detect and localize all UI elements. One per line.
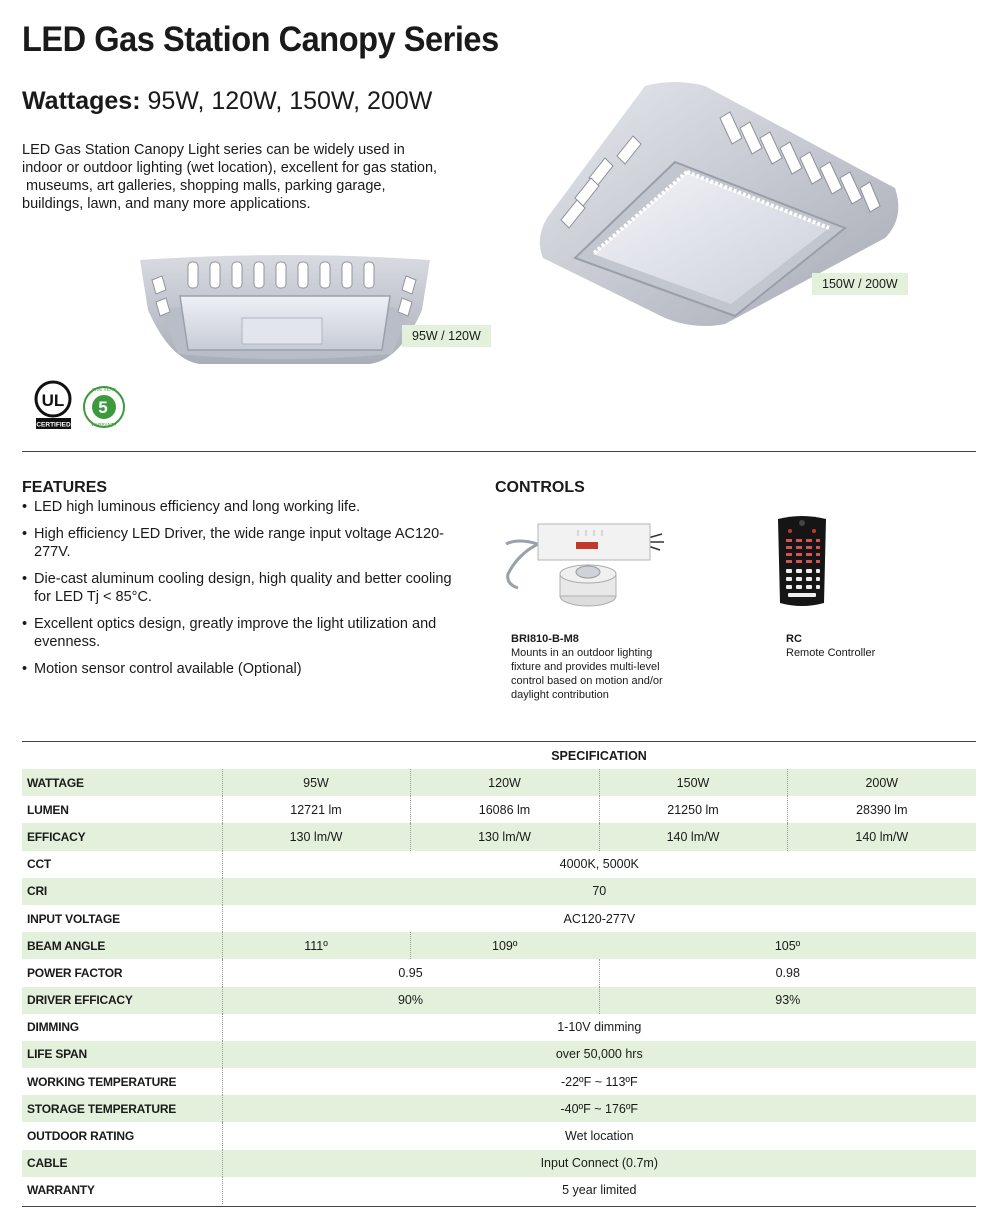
control-desc-line: Mounts in an outdoor lighting (511, 647, 653, 659)
spec-cell: 93% (599, 987, 976, 1014)
spec-heading: SPECIFICATION (551, 749, 647, 763)
five-year-warranty-logo (84, 387, 124, 427)
spec-row-efficacy (22, 823, 976, 850)
spec-cell: over 50,000 hrs (222, 1041, 976, 1068)
spec-cell: 130 lm/W (410, 823, 599, 850)
spec-cell: 140 lm/W (599, 823, 787, 850)
intro-line: museums, art galleries, shopping malls, parking garage, (22, 178, 386, 194)
intro-paragraph (22, 141, 492, 213)
spec-label: DRIVER EFFICACY (22, 987, 222, 1014)
spec-label: POWER FACTOR (22, 959, 222, 986)
spec-cell: 0.98 (775, 965, 800, 980)
remote-controller-image (774, 513, 830, 609)
svg-text:WARRANTY: WARRANTY (91, 422, 117, 427)
section-divider (22, 451, 976, 452)
tag-small-fixture: 95W / 120W (402, 325, 491, 347)
spec-label: WARRANTY (22, 1177, 222, 1204)
spec-cell: 140 lm/W (787, 823, 976, 850)
spec-cell: -40ºF ~ 176ºF (222, 1095, 976, 1122)
spec-cell: 21250 lm (599, 796, 787, 823)
spec-label: LUMEN (22, 796, 222, 823)
spec-row-cri (22, 878, 976, 905)
spec-row-beam-angle (22, 932, 976, 959)
spec-label: CABLE (22, 1150, 222, 1177)
spec-bottom-rule (22, 1206, 976, 1207)
spec-cell: 105º (599, 932, 976, 959)
spec-label: EFFICACY (22, 823, 222, 850)
certification-badges (32, 377, 127, 433)
svg-text:FIVE YEAR: FIVE YEAR (92, 387, 116, 392)
wattages-line (22, 87, 432, 116)
spec-row-cct (22, 851, 976, 878)
spec-row-driver-efficacy (22, 987, 976, 1014)
spec-label: DIMMING (22, 1014, 222, 1041)
feature-item: • Die-cast aluminum cooling design, high quality and better cooling for LED Tj < 85°C. (22, 570, 462, 606)
intro-line: LED Gas Station Canopy Light series can be widely used in (22, 142, 405, 158)
spec-row-dimming (22, 1014, 976, 1041)
control-desc-line: daylight contribution (511, 689, 609, 701)
control-desc-line: fixture and provides multi-level (511, 661, 660, 673)
spec-row-storage-temperature (22, 1095, 976, 1122)
spec-cell: 5 year limited (562, 1183, 637, 1198)
tag-large-fixture: 150W / 200W (812, 273, 908, 295)
specification-table (22, 743, 976, 1204)
spec-cell: 12721 lm (222, 796, 410, 823)
spec-cell: 111º (222, 932, 410, 959)
spec-cell: 16086 lm (410, 796, 599, 823)
motion-sensor-image (498, 514, 668, 614)
control-desc-line: control based on motion and/or (511, 675, 663, 687)
control-description (511, 646, 663, 702)
intro-line: indoor or outdoor lighting (wet location), excellent for gas station, (22, 160, 438, 176)
svg-text:5: 5 (98, 398, 108, 417)
spec-label: INPUT VOLTAGE (22, 905, 222, 932)
control-name: BRI810-B-M8 (511, 633, 579, 645)
svg-text:UL: UL (41, 391, 65, 410)
feature-item: • Excellent optics design, greatly improve the light utilization and evenness. (22, 615, 462, 651)
spec-cell: 150W (599, 769, 787, 796)
ul-certified-logo (36, 382, 71, 429)
spec-label: CCT (22, 851, 222, 878)
spec-cell: -22ºF ~ 113ºF (560, 1074, 638, 1089)
spec-cell: 70 (222, 878, 976, 905)
spec-cell: AC120-277V (563, 911, 636, 926)
spec-cell: 28390 lm (856, 802, 908, 817)
control-description (786, 646, 875, 660)
spec-row-lumen (22, 796, 976, 823)
spec-row-power-factor (22, 959, 976, 986)
page-title: LED Gas Station Canopy Series (22, 20, 499, 59)
spec-label: BEAM ANGLE (22, 932, 222, 959)
spec-cell: 95W (222, 769, 410, 796)
spec-label: OUTDOOR RATING (22, 1122, 222, 1149)
feature-item: • LED high luminous efficiency and long working life. (22, 498, 462, 516)
spec-row-cable (22, 1150, 976, 1177)
features-list (22, 498, 462, 687)
spec-cell: 200W (787, 769, 976, 796)
fixture-small-image (130, 250, 440, 368)
spec-row-working-temperature (22, 1068, 976, 1095)
spec-label: STORAGE TEMPERATURE (22, 1095, 222, 1122)
spec-top-rule (22, 741, 976, 742)
intro-line: buildings, lawn, and many more applications. (22, 196, 311, 212)
spec-cell: 90% (222, 987, 599, 1014)
wattages-label: Wattages: (22, 87, 141, 115)
spec-row-wattage (22, 769, 976, 796)
spec-cell: 120W (410, 769, 599, 796)
spec-row-warranty (22, 1177, 976, 1204)
spec-cell: 1-10V dimming (557, 1020, 642, 1035)
control-desc-line: Remote Controller (786, 647, 876, 659)
features-heading: FEATURES (22, 479, 108, 496)
spec-row-life-span (22, 1041, 976, 1068)
feature-item: • Motion sensor control available (Optional) (22, 660, 462, 678)
spec-label: CRI (22, 878, 222, 905)
spec-label: LIFE SPAN (22, 1041, 222, 1068)
spec-row-input-voltage (22, 905, 976, 932)
spec-row-outdoor-rating (22, 1122, 976, 1149)
wattages-value: 95W, 120W, 150W, 200W (147, 87, 433, 115)
spec-label: WORKING TEMPERATURE (22, 1068, 222, 1095)
spec-label: WATTAGE (22, 769, 222, 796)
feature-item: • High efficiency LED Driver, the wide range input voltage AC120-277V. (22, 525, 462, 561)
spec-cell: 0.95 (222, 959, 599, 986)
spec-cell: Wet location (565, 1129, 634, 1144)
control-name: RC (786, 633, 802, 645)
spec-cell: Input Connect (0.7m) (222, 1150, 976, 1177)
spec-cell: 130 lm/W (222, 823, 410, 850)
svg-text:CERTIFIED: CERTIFIED (36, 421, 71, 429)
controls-heading: CONTROLS (495, 479, 585, 496)
spec-cell: 109º (410, 932, 599, 959)
spec-cell: 4000K, 5000K (559, 857, 639, 872)
